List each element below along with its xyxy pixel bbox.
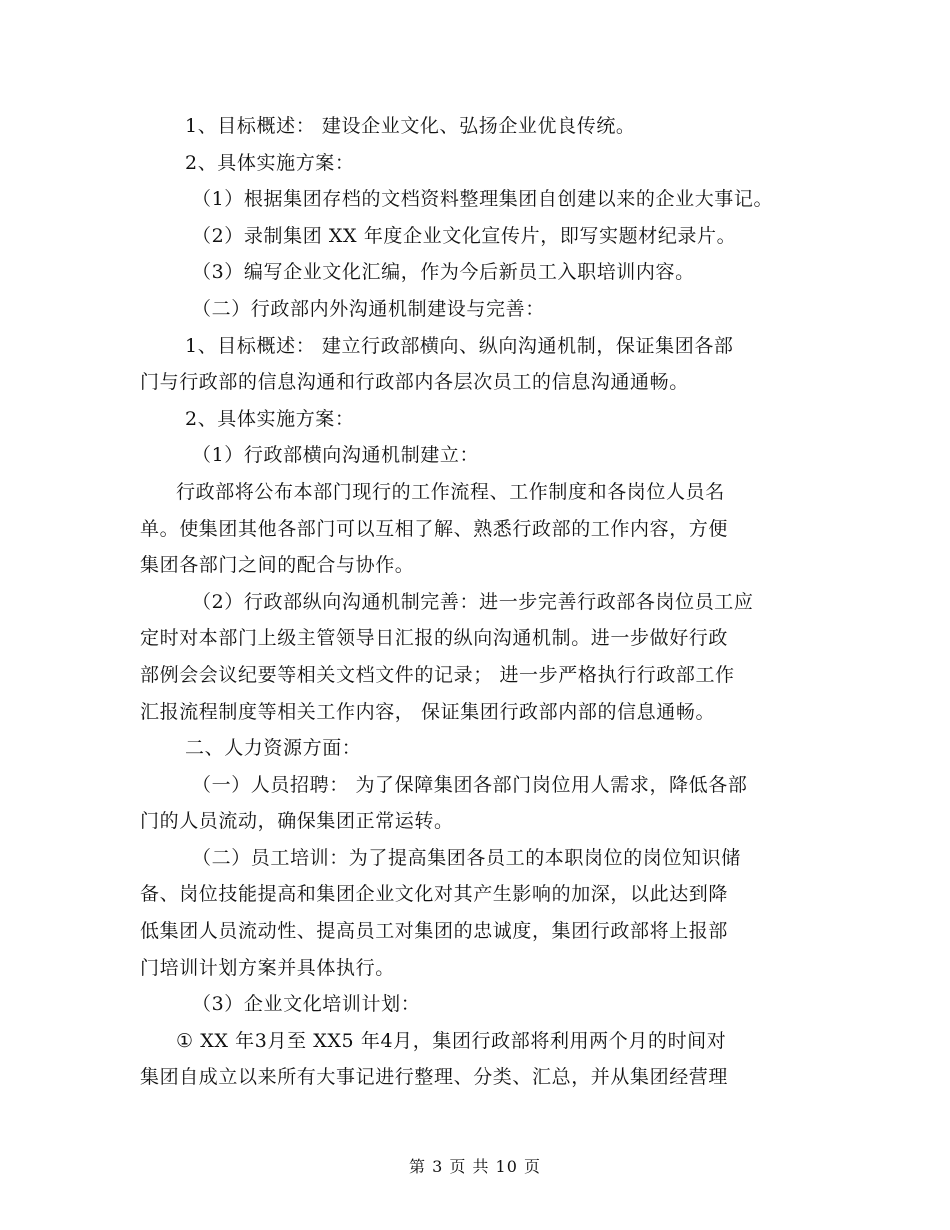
paragraph-line: 单。使集团其他各部门可以互相了解、熟悉行政部的工作内容，方便 bbox=[140, 517, 729, 540]
paragraph-line: 部例会会议纪要等相关文档文件的记录； 进一步严格执行行政部工作 bbox=[140, 663, 735, 686]
paragraph-line: 门培训计划方案并具体执行。 bbox=[140, 956, 395, 979]
page-footer: 第 3 页 共 10 页 bbox=[409, 1157, 541, 1176]
paragraph-line: 集团各部门之间的配合与协作。 bbox=[140, 554, 415, 577]
paragraph-line: （3）编写企业文化汇编，作为今后新员工入职培训内容。 bbox=[192, 261, 695, 284]
paragraph-line: （3）企业文化培训计划： bbox=[192, 993, 421, 1016]
document-body bbox=[140, 108, 820, 1096]
paragraph-line: 行政部将公布本部门现行的工作流程、工作制度和各岗位人员名 bbox=[176, 480, 725, 503]
paragraph-line: 汇报流程制度等相关工作内容， 保证集团行政部内部的信息通畅。 bbox=[140, 700, 716, 723]
section-heading: （二）行政部内外沟通机制建设与完善： bbox=[192, 297, 545, 320]
paragraph-line: 集团自成立以来所有大事记进行整理、分类、汇总，并从集团经营理 bbox=[140, 1066, 729, 1089]
paragraph-line: 1、目标概述： 建设企业文化、弘扬企业优良传统。 bbox=[185, 115, 636, 137]
paragraph-line: 门与行政部的信息沟通和行政部内各层次员工的信息沟通通畅。 bbox=[140, 371, 689, 394]
paragraph-line: 2、具体实施方案： bbox=[185, 151, 355, 174]
paragraph-line: （1）根据集团存档的文档资料整理集团自创建以来的企业大事记。 bbox=[192, 188, 774, 211]
paragraph-line: （二）员工培训：为了提高集团各员工的本职岗位的岗位知识储 bbox=[192, 846, 741, 869]
paragraph-line: （2）行政部纵向沟通机制完善：进一步完善行政部各岗位员工应 bbox=[192, 590, 754, 613]
paragraph-line: 低集团人员流动性、提高员工对集团的忠诚度，集团行政部将上报部 bbox=[140, 920, 729, 943]
paragraph-line: ① XX 年3月至 XX5 年4月，集团行政部将利用两个月的时间对 bbox=[176, 1029, 727, 1052]
paragraph-line: 定时对本部门上级主管领导日汇报的纵向沟通机制。进一步做好行政 bbox=[140, 627, 729, 650]
paragraph-line: 备、岗位技能提高和集团企业文化对其产生影响的加深，以此达到降 bbox=[140, 883, 729, 906]
paragraph-line: （一）人员招聘： 为了保障集团各部门岗位用人需求，降低各部 bbox=[192, 773, 748, 796]
paragraph-line: 1、目标概述： 建立行政部横向、纵向沟通机制，保证集团各部 bbox=[185, 334, 734, 357]
section-heading: 二、人力资源方面： bbox=[185, 737, 362, 760]
paragraph-line: 门的人员流动，确保集团正常运转。 bbox=[140, 810, 454, 833]
paragraph-line: 2、具体实施方案： bbox=[185, 407, 355, 430]
paragraph-line: （2）录制集团 XX 年度企业文化宣传片，即写实题材纪录片。 bbox=[192, 224, 737, 247]
paragraph-line: （1）行政部横向沟通机制建立： bbox=[192, 444, 480, 467]
